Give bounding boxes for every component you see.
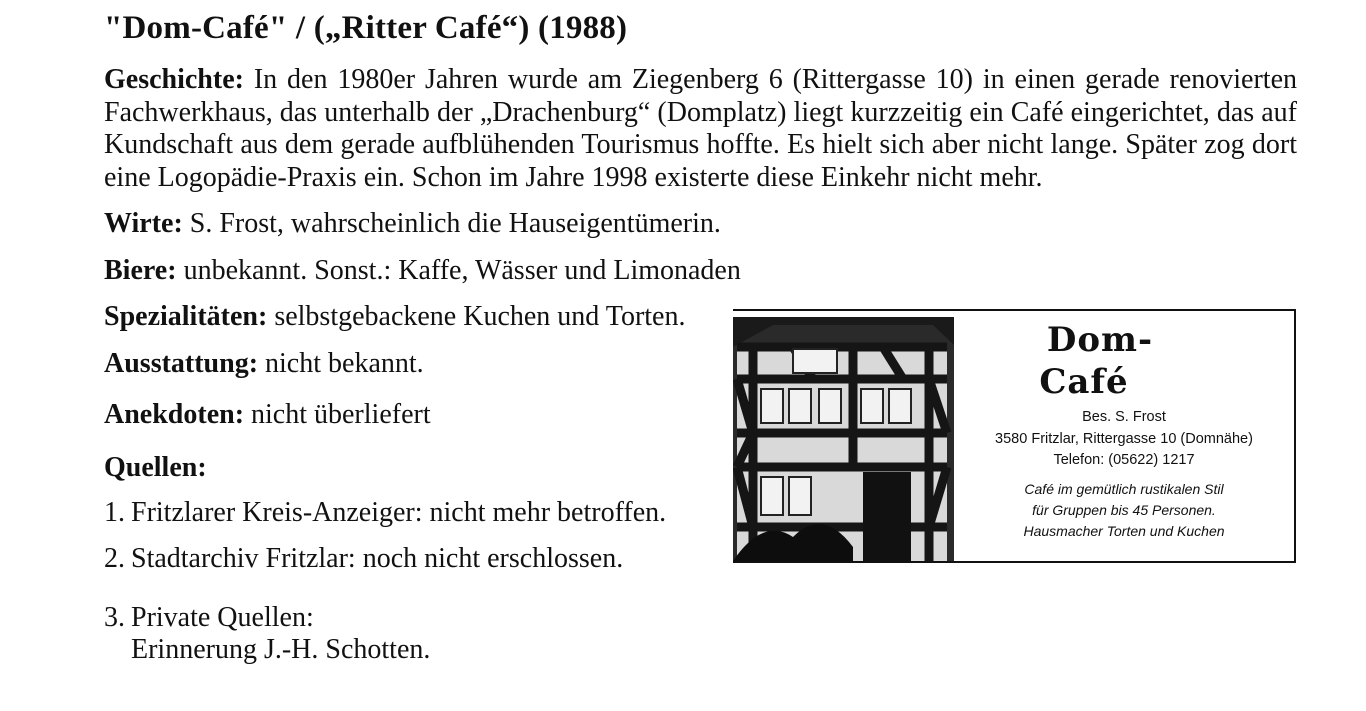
biere-value: unbekannt. Sonst.: Kaffe, Wässer und Limonaden (183, 255, 741, 286)
source-item-3-detail: Erinnerung J.-H. Schotten. (131, 634, 431, 665)
ad-phone: Telefon: (05622) 1217 (1053, 452, 1195, 468)
ad-text-block (954, 311, 1294, 561)
anekdoten-value: nicht überliefert (251, 399, 431, 430)
building-photo (733, 317, 954, 561)
source-item-1: 1. Fritzlarer Kreis-Anzeiger: nicht mehr betroffen. (104, 497, 667, 528)
half-timbered-house-image (733, 317, 954, 561)
ad-brand-line1: Dom- (1046, 320, 1154, 360)
ad-owner: Bes. S. Frost (1082, 409, 1166, 425)
history-paragraph (104, 64, 1297, 194)
wirte-label: Wirte: (104, 208, 183, 239)
ad-slogan-1: Café im gemütlich rustikalen Stil (1024, 481, 1224, 497)
source-item-3: 3. Private Quellen: Erinnerung J.-H. Schotten. (104, 602, 431, 665)
ausstattung-label: Ausstattung: (104, 348, 259, 379)
page-title: "Dom-Café" / („Ritter Café“) (1988) (104, 10, 628, 46)
spezialitaeten-label: Spezialitäten: (104, 301, 268, 332)
biere-label: Biere: (104, 255, 177, 286)
anekdoten-label: Anekdoten: (104, 399, 245, 430)
source-item-2: 2. Stadtarchiv Fritzlar: noch nicht erschlossen. (104, 543, 624, 574)
history-label: Geschichte: (104, 64, 244, 95)
ad-slogan-3: Hausmacher Torten und Kuchen (1023, 523, 1225, 539)
advertisement (733, 309, 1296, 563)
field-anekdoten (104, 399, 431, 431)
ad-slogan-2: für Gruppen bis 45 Personen. (1032, 502, 1216, 518)
ausstattung-value: nicht bekannt. (265, 348, 424, 379)
field-ausstattung (104, 348, 424, 380)
field-spezialitaeten (104, 301, 685, 333)
ad-brand-line2: Café (1039, 362, 1129, 402)
field-biere (104, 255, 741, 287)
ad-address: 3580 Fritzlar, Rittergasse 10 (Domnähe) (995, 431, 1253, 447)
wirte-value: S. Frost, wahrscheinlich die Hauseigentümerin. (189, 208, 721, 239)
sources-heading: Quellen: (104, 452, 207, 483)
history-text: In den 1980er Jahren wurde am Ziegenberg 6 (Rittergasse 10) in einen gerade renovierten Fachwerkhaus, das unterhalb der „Drachenburg“ (Domplatz) liegt kurzzeitig ein Café eingerichtet, das auf Kundschaft aus dem gerade aufblühenden Tourismus hoffte. Es hielt sich aber nicht lange. Später zog dort eine Logopädie-Praxis ein. Schon im Jahre 1998 existerte diese Einkehr nicht mehr. (104, 64, 1298, 193)
spezialitaeten-value: selbstgebackene Kuchen und Torten. (274, 301, 686, 332)
field-wirte (104, 208, 721, 240)
